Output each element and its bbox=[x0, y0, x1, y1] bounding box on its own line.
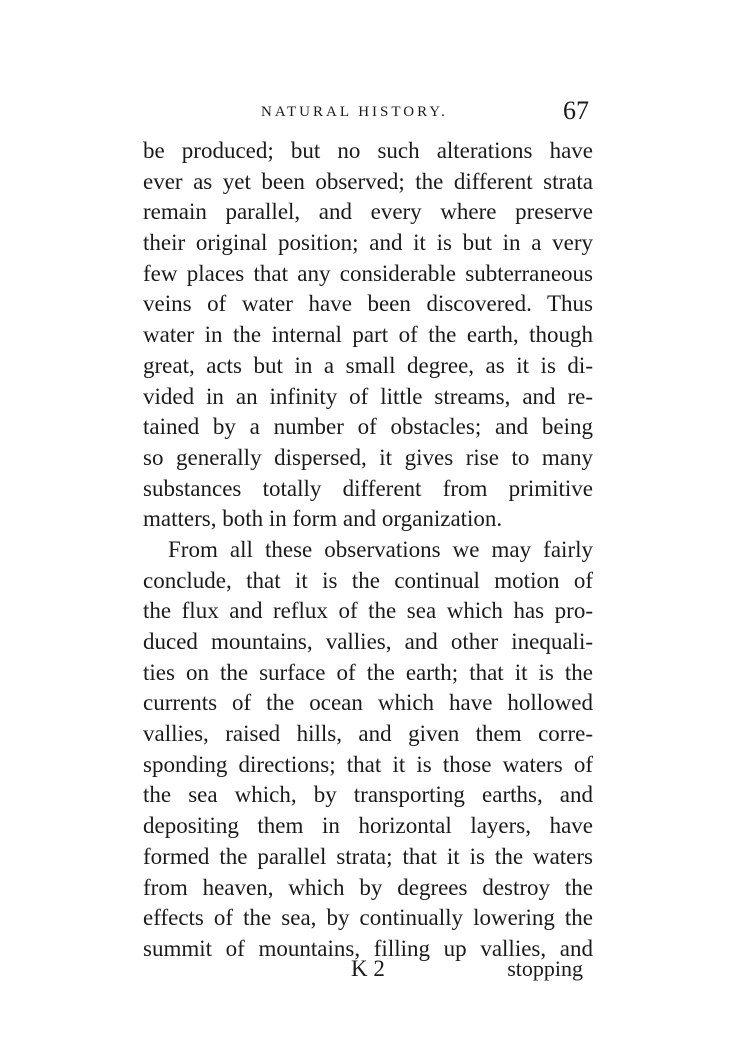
text-line: From all these observations we may fairly bbox=[168, 536, 593, 562]
text-line: sponding directions; that it is those waters of bbox=[143, 751, 593, 777]
text-line: so generally dispersed, it gives rise to many bbox=[143, 444, 593, 470]
signature-mark: K 2 bbox=[351, 956, 385, 981]
paragraph-1 bbox=[143, 136, 593, 535]
page-number: 67 bbox=[563, 96, 589, 125]
text-line: the sea which, by transporting earths, and bbox=[143, 782, 593, 808]
text-line: vided in an infinity of little streams, and re- bbox=[143, 383, 593, 409]
text-line: substances totally different from primitive bbox=[143, 475, 593, 501]
text-line: few places that any considerable subterraneous bbox=[143, 260, 593, 286]
text-line: duced mountains, vallies, and other inequali- bbox=[143, 629, 593, 654]
text-line: tained by a number of obstacles; and being bbox=[143, 414, 593, 440]
text-line: conclude, that it is the continual motion of bbox=[143, 567, 593, 593]
text-line: the flux and reflux of the sea which has pro- bbox=[143, 598, 593, 624]
text-line: currents of the ocean which have hollowed bbox=[143, 690, 593, 716]
page-footer bbox=[143, 956, 593, 990]
text-line: ever as yet been observed; the different strata bbox=[143, 168, 593, 194]
running-title: NATURAL HISTORY. bbox=[261, 104, 448, 120]
text-line: water in the internal part of the earth, though bbox=[143, 322, 593, 348]
text-line: be produced; but no such alterations have bbox=[143, 138, 593, 163]
paragraph-2 bbox=[143, 535, 593, 965]
text-line: remain parallel, and every where preserve bbox=[143, 199, 593, 225]
running-head bbox=[143, 96, 593, 130]
text-line: great, acts but in a small degree, as it is di- bbox=[143, 352, 593, 378]
text-line: vallies, raised hills, and given them corre- bbox=[143, 721, 593, 747]
text-line: veins of water have been discovered. Thus bbox=[143, 291, 593, 317]
text-line: matters, both in form and organization. bbox=[143, 506, 503, 532]
text-line: ties on the surface of the earth; that it is the bbox=[143, 659, 593, 685]
text-line: effects of the sea, by continually lowering the bbox=[143, 905, 593, 931]
text-line: from heaven, which by degrees destroy the bbox=[143, 874, 593, 900]
catchword: stopping bbox=[507, 956, 583, 981]
text-line: summit of mountains, filling up vallies, and bbox=[143, 935, 593, 961]
body-text bbox=[143, 136, 593, 965]
text-line: formed the parallel strata; that it is the waters bbox=[143, 843, 593, 869]
text-line: depositing them in horizontal layers, have bbox=[143, 813, 593, 839]
text-line: their original position; and it is but in a very bbox=[143, 230, 593, 256]
